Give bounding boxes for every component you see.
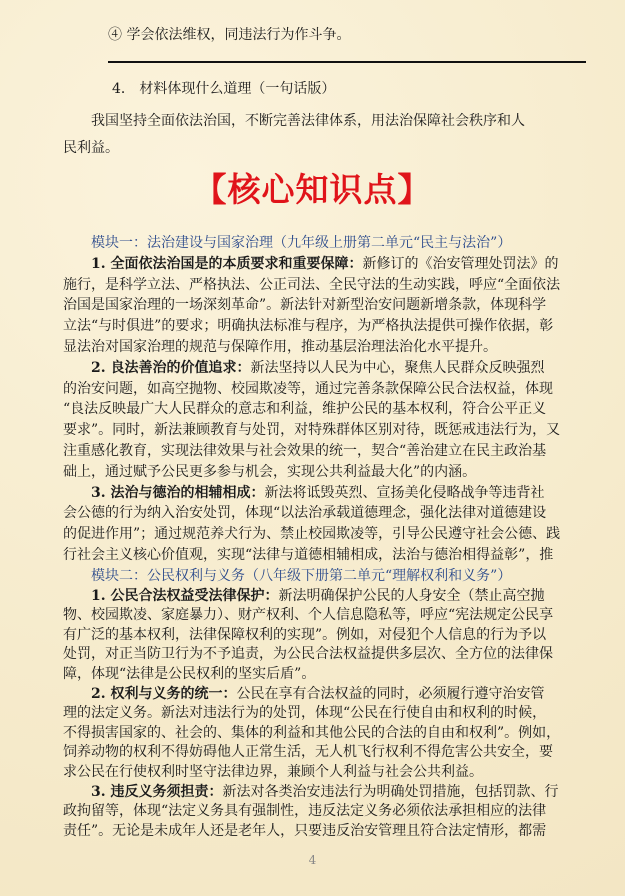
point-line: 显法治对国家治理的规范与保障作用，推动基层治理法治化水平提升。 bbox=[63, 338, 497, 355]
point-first-line bbox=[63, 358, 563, 379]
point-title: 3. 法治与德治的相辅相成： bbox=[91, 484, 265, 501]
point-text: 新法明确保护公民的人身安全（禁止高空抛 bbox=[278, 587, 545, 604]
point-line: 行社会主义核心价值观，实现“法律与道德相辅相成，法治与德治相得益彰”，推 bbox=[63, 546, 554, 563]
point-title: 1. 公民合法权益受法律保护： bbox=[91, 587, 279, 604]
point-line: 障，体现“法律是公民权利的坚实后盾”。 bbox=[63, 665, 316, 682]
answer-paragraph bbox=[63, 108, 563, 162]
answer-blank-line bbox=[108, 61, 586, 63]
module-heading: 模块二：公民权利与义务（八年级下册第二单元“理解权利和义务”） bbox=[91, 568, 512, 584]
point-first-line bbox=[63, 783, 563, 803]
point-line: 础上，通过赋予公民更多参与机会，实现公共利益最大化”的内涵。 bbox=[63, 463, 477, 480]
point-line: 要求”。同时，新法兼顾教育与处罚，对特殊群体区别对待，既惩戒违法行为，又 bbox=[63, 422, 561, 439]
module-heading: 模块一：法治建设与国家治理（九年级上册第二单元“民主与法治”） bbox=[91, 235, 512, 251]
point-line: 理的法定义务。新法对违法行为的处罚，体现“公民在行使自由和权利的时候， bbox=[63, 705, 547, 722]
question-4: 4． 材料体现什么道理（一句话版） bbox=[112, 81, 336, 97]
point-line: 饲养动物的权利不得妨碍他人正常生活，无人机飞行权利不得危害公共安全，要 bbox=[63, 744, 553, 761]
point-first-line bbox=[63, 685, 563, 705]
point-line: 注重感化教育，实现法律效果与社会效果的统一，契合“善治建立在民主政治基 bbox=[63, 442, 547, 459]
point-line: 治国是国家治理的一场深刻革命”。新法针对新型治安问题新增条款，体现科学 bbox=[63, 297, 547, 314]
answer-line: 我国坚持全面依法治国，不断完善法律体系，用法治保障社会秩序和人 bbox=[91, 113, 525, 129]
point-line: 物、校园欺凌、家庭暴力）、财产权利、个人信息隐私等，呼应“宪法规定公民享 bbox=[63, 607, 554, 624]
answer-line: 民利益。 bbox=[63, 140, 119, 156]
section-title: 【核心知识点】 bbox=[193, 170, 432, 209]
point-line: 政拘留等，体现“法定义务具有强制性，违反法定义务必须依法承担相应的法律 bbox=[63, 803, 547, 820]
list-item-4: ④ 学会依法维权，同违法行为作斗争。 bbox=[108, 27, 351, 43]
point-first-line bbox=[63, 587, 563, 607]
point-line: “良法反映最广大人民群众的意志和利益，维护公民的基本权利，符合公平正义 bbox=[63, 401, 547, 418]
point-line: 有广泛的基本权利，法律保障权利的实现”。例如，对侵犯个人信息的行为予以 bbox=[63, 626, 547, 643]
point-title: 2. 良法善治的价值追求： bbox=[91, 359, 251, 376]
point-line: 的治安问题，如高空抛物、校园欺凌等，通过完善条款保障公民合法权益，体现 bbox=[63, 380, 553, 397]
module-1 bbox=[63, 233, 563, 566]
point-line: 责任”。无论是未成年人还是老年人，只要违反治安管理且符合法定情形，都需 bbox=[63, 822, 547, 839]
module-2 bbox=[63, 567, 563, 842]
point-title: 2. 权利与义务的统一： bbox=[91, 685, 237, 702]
point-line: 不得损害国家的、社会的、集体的利益和其他公民的合法的自由和权利”。例如， bbox=[63, 724, 561, 741]
point-text: 新修订的《治安管理处罚法》的 bbox=[362, 255, 559, 272]
point-line: 的促进作用”；通过规范养犬行为、禁止校园欺凌等，引导公民遵守社会公德、践 bbox=[63, 526, 561, 543]
point-first-line bbox=[63, 254, 563, 275]
point-line: 会公德的行为纳入治安处罚，体现“以法治承载道德理念，强化法律对道德建设 bbox=[63, 505, 547, 522]
point-line: 处罚，对正当防卫行为不予追责，为公民合法权益提供多层次、全方位的法律保 bbox=[63, 646, 553, 663]
point-text: 新法将诋毁英烈、宣扬美化侵略战争等违背社 bbox=[264, 484, 545, 501]
point-line: 求公民在行使权利时坚守法律边界，兼顾个人利益与社会公共利益。 bbox=[63, 763, 483, 780]
point-text: 公民在享有合法权益的同时，必须履行遵守治安管 bbox=[236, 685, 545, 702]
point-text: 新法对各类治安违法行为明确处罚措施，包括罚款、行 bbox=[222, 783, 559, 800]
page-number: 4 bbox=[308, 853, 317, 867]
point-line: 立法“与时俱进”的要求；明确执法标准与程序，为严格执法提供可操作依据，彰 bbox=[63, 318, 554, 335]
point-line: 施行，是科学立法、严格执法、公正司法、全民守法的生动实践，呼应“全面依法 bbox=[63, 276, 561, 293]
point-title: 1. 全面依法治国是的本质要求和重要保障： bbox=[91, 255, 363, 272]
point-title: 3. 违反义务须担责： bbox=[91, 783, 223, 800]
point-text: 新法坚持以人民为中心，聚焦人民群众反映强烈 bbox=[250, 359, 545, 376]
point-first-line bbox=[63, 483, 563, 504]
